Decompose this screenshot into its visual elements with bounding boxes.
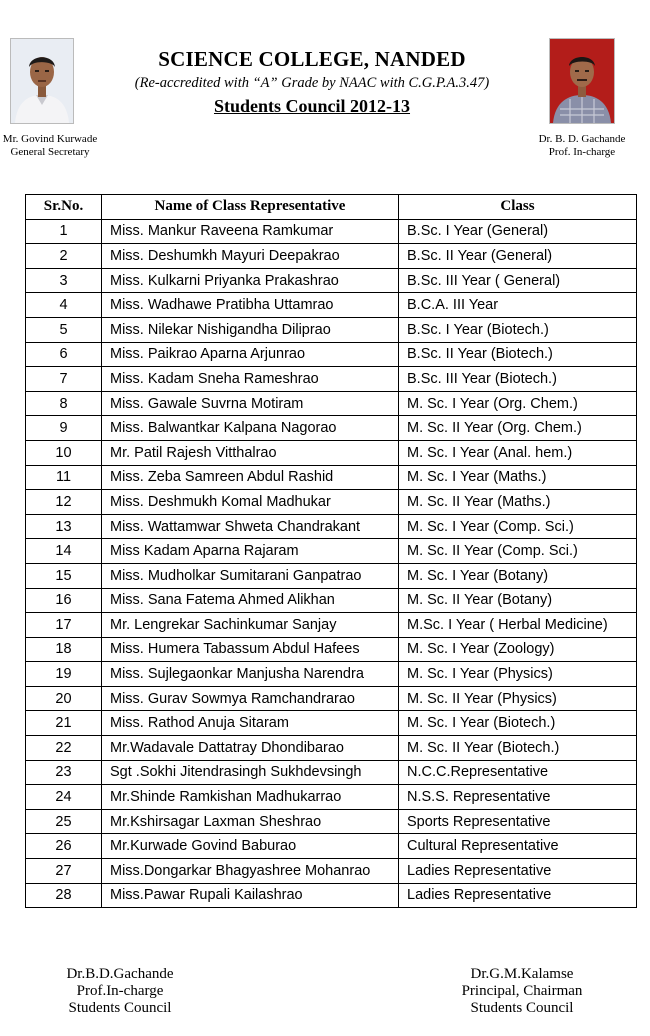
portrait-image <box>11 39 73 123</box>
prof-in-charge-caption <box>530 133 634 159</box>
table-body <box>26 219 637 908</box>
row-sr-no: 5 <box>26 317 102 342</box>
row-class: B.Sc. III Year ( General) <box>399 268 637 293</box>
table-row <box>26 465 637 490</box>
table-row <box>26 809 637 834</box>
signature-right-body: Students Council <box>470 1000 574 1016</box>
row-name: Miss. Gurav Sowmya Ramchandrarao <box>102 686 399 711</box>
general-secretary-photo <box>10 38 74 124</box>
signature-right <box>432 966 612 1017</box>
row-class: B.Sc. III Year (Biotech.) <box>399 367 637 392</box>
row-sr-no: 16 <box>26 588 102 613</box>
row-name: Miss. Mankur Raveena Ramkumar <box>102 219 399 244</box>
row-name: Miss Kadam Aparna Rajaram <box>102 539 399 564</box>
row-sr-no: 7 <box>26 367 102 392</box>
row-sr-no: 19 <box>26 662 102 687</box>
row-name: Miss.Dongarkar Bhagyashree Mohanrao <box>102 859 399 884</box>
row-class: M. Sc. II Year (Org. Chem.) <box>399 416 637 441</box>
row-sr-no: 20 <box>26 686 102 711</box>
college-name: SCIENCE COLLEGE, NANDED <box>158 47 466 71</box>
row-class: B.Sc. I Year (Biotech.) <box>399 317 637 342</box>
row-sr-no: 10 <box>26 440 102 465</box>
row-name: Miss. Humera Tabassum Abdul Hafees <box>102 637 399 662</box>
table-row <box>26 317 637 342</box>
row-name: Mr.Shinde Ramkishan Madhukarrao <box>102 785 399 810</box>
row-sr-no: 26 <box>26 834 102 859</box>
table-row <box>26 244 637 269</box>
row-class: N.C.C.Representative <box>399 760 637 785</box>
general-secretary-role: General Secretary <box>10 146 90 158</box>
row-name: Miss. Kadam Sneha Rameshrao <box>102 367 399 392</box>
row-name: Miss. Balwantkar Kalpana Nagorao <box>102 416 399 441</box>
portrait-image <box>550 39 614 123</box>
row-class: M. Sc. I Year (Physics) <box>399 662 637 687</box>
row-class: B.Sc. I Year (General) <box>399 219 637 244</box>
table-row <box>26 440 637 465</box>
row-name: Miss. Sana Fatema Ahmed Alikhan <box>102 588 399 613</box>
table-row <box>26 711 637 736</box>
row-sr-no: 8 <box>26 391 102 416</box>
row-name: Mr. Lengrekar Sachinkumar Sanjay <box>102 613 399 638</box>
row-sr-no: 14 <box>26 539 102 564</box>
row-name: Mr.Wadavale Dattatray Dhondibarao <box>102 736 399 761</box>
signature-left-body: Students Council <box>68 1000 172 1016</box>
row-sr-no: 18 <box>26 637 102 662</box>
row-class: M. Sc. I Year (Maths.) <box>399 465 637 490</box>
table-row <box>26 686 637 711</box>
row-sr-no: 2 <box>26 244 102 269</box>
row-class: M. Sc. II Year (Physics) <box>399 686 637 711</box>
row-name: Mr.Kurwade Govind Baburao <box>102 834 399 859</box>
row-sr-no: 1 <box>26 219 102 244</box>
prof-in-charge-name: Dr. B. D. Gachande <box>538 133 626 145</box>
row-class: M. Sc. II Year (Biotech.) <box>399 736 637 761</box>
row-class: M. Sc. I Year (Zoology) <box>399 637 637 662</box>
row-name: Miss. Sujlegaonkar Manjusha Narendra <box>102 662 399 687</box>
table-row <box>26 563 637 588</box>
row-sr-no: 25 <box>26 809 102 834</box>
row-class: Cultural Representative <box>399 834 637 859</box>
council-title-text: Students Council 2012-13 <box>213 96 411 116</box>
table-row <box>26 490 637 515</box>
signature-right-name: Dr.G.M.Kalamse <box>470 966 574 982</box>
header-name: Name of Class Representative <box>102 195 399 220</box>
row-sr-no: 12 <box>26 490 102 515</box>
row-name: Miss. Deshumkh Mayuri Deepakrao <box>102 244 399 269</box>
table-row <box>26 613 637 638</box>
row-class: M. Sc. I Year (Biotech.) <box>399 711 637 736</box>
row-name: Miss. Nilekar Nishigandha Diliprao <box>102 317 399 342</box>
table-row <box>26 539 637 564</box>
table-row <box>26 342 637 367</box>
row-sr-no: 24 <box>26 785 102 810</box>
row-name: Miss.Pawar Rupali Kailashrao <box>102 883 399 908</box>
council-title <box>100 96 524 117</box>
table-row <box>26 391 637 416</box>
header-class: Class <box>399 195 637 220</box>
row-class: B.C.A. III Year <box>399 293 637 318</box>
row-class: M. Sc. I Year (Anal. hem.) <box>399 440 637 465</box>
row-name: Mr. Patil Rajesh Vitthalrao <box>102 440 399 465</box>
prof-in-charge-photo <box>549 38 615 124</box>
table-row <box>26 760 637 785</box>
header-sr-no: Sr.No. <box>26 195 102 220</box>
row-sr-no: 15 <box>26 563 102 588</box>
row-name: Miss. Zeba Samreen Abdul Rashid <box>102 465 399 490</box>
row-class: Sports Representative <box>399 809 637 834</box>
table-row <box>26 367 637 392</box>
row-sr-no: 27 <box>26 859 102 884</box>
row-sr-no: 9 <box>26 416 102 441</box>
table-row <box>26 883 637 908</box>
row-class: M. Sc. II Year (Botany) <box>399 588 637 613</box>
signature-left <box>40 966 200 1017</box>
row-name: Miss. Kulkarni Priyanka Prakashrao <box>102 268 399 293</box>
row-class: B.Sc. II Year (General) <box>399 244 637 269</box>
row-class: M. Sc. II Year (Maths.) <box>399 490 637 515</box>
accreditation-line: (Re-accredited with “A” Grade by NAAC with C.G.P.A.3.47) <box>134 75 490 91</box>
table-row <box>26 588 637 613</box>
table-row <box>26 785 637 810</box>
row-class: B.Sc. II Year (Biotech.) <box>399 342 637 367</box>
row-sr-no: 13 <box>26 514 102 539</box>
row-sr-no: 28 <box>26 883 102 908</box>
row-sr-no: 22 <box>26 736 102 761</box>
table-row <box>26 416 637 441</box>
row-sr-no: 17 <box>26 613 102 638</box>
row-sr-no: 6 <box>26 342 102 367</box>
table-row <box>26 293 637 318</box>
table-row <box>26 219 637 244</box>
row-name: Mr.Kshirsagar Laxman Sheshrao <box>102 809 399 834</box>
row-class: N.S.S. Representative <box>399 785 637 810</box>
prof-in-charge-role: Prof. In-charge <box>548 146 616 158</box>
table-row <box>26 637 637 662</box>
row-class: M.Sc. I Year ( Herbal Medicine) <box>399 613 637 638</box>
table-row <box>26 859 637 884</box>
class-representatives-table <box>25 194 637 908</box>
row-sr-no: 11 <box>26 465 102 490</box>
row-sr-no: 4 <box>26 293 102 318</box>
row-class: M. Sc. I Year (Botany) <box>399 563 637 588</box>
table-row <box>26 736 637 761</box>
row-class: Ladies Representative <box>399 883 637 908</box>
table-row <box>26 268 637 293</box>
signature-right-title: Principal, Chairman <box>461 983 583 999</box>
signature-left-title: Prof.In-charge <box>76 983 164 999</box>
row-name: Miss. Wadhawe Pratibha Uttamrao <box>102 293 399 318</box>
row-class: Ladies Representative <box>399 859 637 884</box>
row-class: M. Sc. II Year (Comp. Sci.) <box>399 539 637 564</box>
row-name: Miss. Wattamwar Shweta Chandrakant <box>102 514 399 539</box>
row-name: Miss. Mudholkar Sumitarani Ganpatrao <box>102 563 399 588</box>
row-sr-no: 21 <box>26 711 102 736</box>
row-sr-no: 3 <box>26 268 102 293</box>
table-row <box>26 662 637 687</box>
row-name: Miss. Rathod Anuja Sitaram <box>102 711 399 736</box>
table-header-row <box>26 195 637 220</box>
general-secretary-name: Mr. Govind Kurwade <box>2 133 98 145</box>
row-sr-no: 23 <box>26 760 102 785</box>
table-row <box>26 514 637 539</box>
row-class: M. Sc. I Year (Org. Chem.) <box>399 391 637 416</box>
table-row <box>26 834 637 859</box>
row-name: Miss. Deshmukh Komal Madhukar <box>102 490 399 515</box>
row-name: Miss. Gawale Suvrna Motiram <box>102 391 399 416</box>
row-name: Sgt .Sokhi Jitendrasingh Sukhdevsingh <box>102 760 399 785</box>
row-name: Miss. Paikrao Aparna Arjunrao <box>102 342 399 367</box>
row-class: M. Sc. I Year (Comp. Sci.) <box>399 514 637 539</box>
signature-left-name: Dr.B.D.Gachande <box>66 966 174 982</box>
general-secretary-caption <box>0 133 100 159</box>
